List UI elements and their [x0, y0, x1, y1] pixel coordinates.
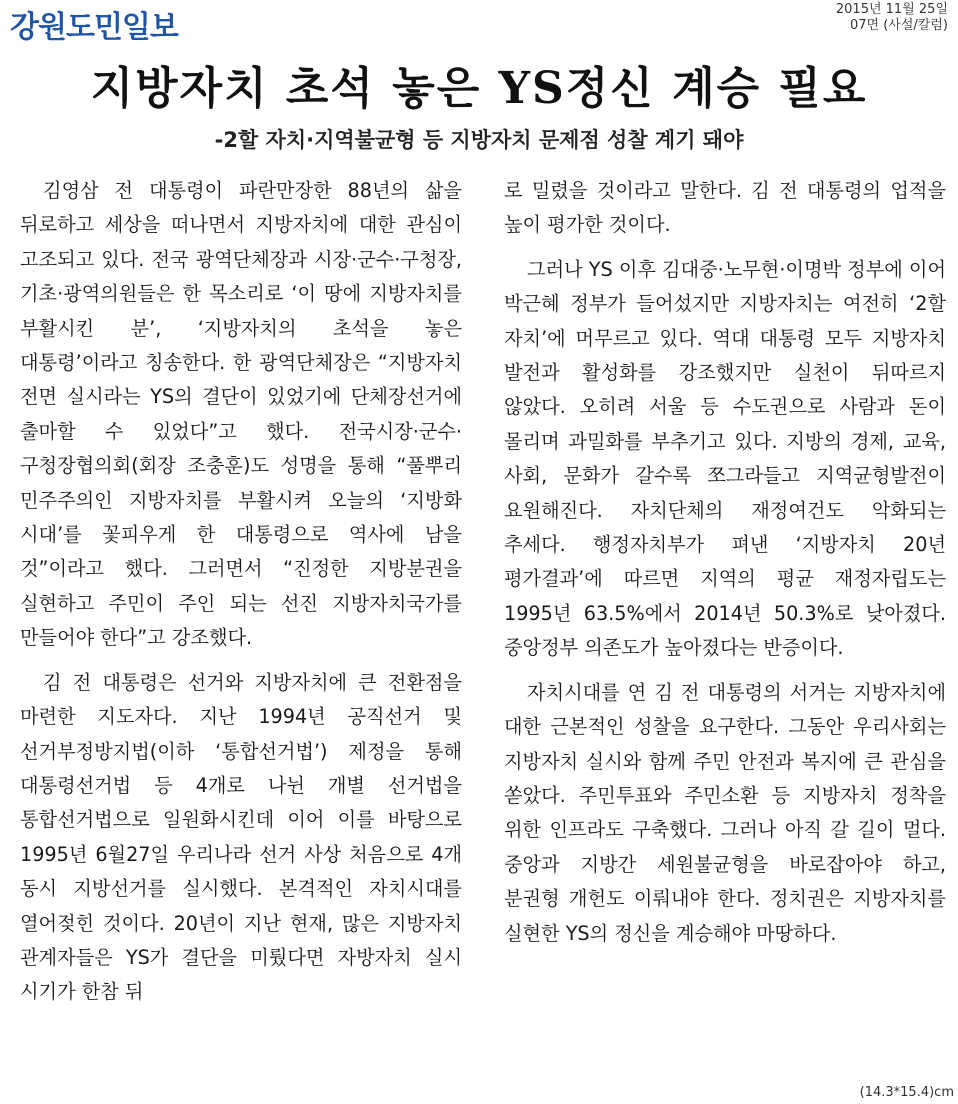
- article-paragraph: 자치시대를 연 김 전 대통령의 서거는 지방자치에 대한 근본적인 성찰을 요구한다. 그동안 우리사회는 지방자치 실시와 함께 주민 안전과 복지에 큰 관심을 쏟았다. 주민투표와 주민소환 등 지방자치 정착을 위한 인프라도 구축했다. 그러나 아직 갈 길이 멀다. 중앙과 지방간 세원불균형을 바로잡아야 하고, 분권형 개헌도 이뤄내야 한다. 정치권은 지방자치를 실현한 YS의 정신을 계승해야 마땅하다.: [504, 680, 946, 945]
- article-paragraph: 김영삼 전 대통령이 파란만장한 88년의 삶을 뒤로하고 세상을 떠나면서 지방자치에 대한 관심이 고조되고 있다. 전국 광역단체장과 시장·군수·구청장, 기초·광역의원들은 한 목소리로 ‘이 땅에 지방자치를 부활시킨 분’, ‘지방자치의 초석을 놓은 대통령’이라고 칭송한다. 한 광역단체장은 “지방자치 전면 실시라는 YS의 결단이 있었기에 단체장선거에 출마할 수 있었다”고 했다. 전국시장·군수·구청장협의회(회장 조충훈)도 성명을 통해 “풀뿌리 민주주의인 지방자치를 부활시켜 오늘의 ‘지방화 시대’를 꽃피우게 한 대통령으로 역사에 남을 것”이라고 했다. 그러면서 “진정한 지방분권을 실현하고 주민이 주인 되는 선진 지방자치국가를 만들어야 한다”고 강조했다.: [20, 179, 462, 650]
- article-column-right: [504, 174, 946, 951]
- article-paragraph: 김 전 대통령은 선거와 지방자치에 큰 전환점을 마련한 지도자다. 지난 1994년 공직선거 및 선거부정방지법(이하 ‘통합선거법’) 제정을 통해 대통령선거법 등 4개로 나뉜 개별 선거법을 통합선거법으로 일원화시킨데 이어 이를 바탕으로 1995년 6월27일 우리나라 선거 사상 처음으로 4개 동시 지방선거를 실시했다. 본격적인 자치시대를 열어젖힌 것이다. 20년이 지난 현재, 많은 지방자치 관계자들은 YS가 결단을 미뤘다면 자방자치 실시 시기가 한참 뒤: [20, 670, 462, 1004]
- publication-meta: [836, 2, 948, 34]
- article-size-note: (14.3*15.4)cm: [859, 1085, 954, 1100]
- page-section: 07면 (사설/칼럼): [850, 18, 948, 33]
- publication-date: 2015년 11월 25일: [835, 2, 948, 17]
- article-paragraph-continued: 로 밀렸을 것이라고 말한다. 김 전 대통령의 업적을 높이 평가한 것이다.: [504, 179, 946, 237]
- newspaper-masthead: 강원도민일보: [10, 10, 178, 45]
- article-paragraph: 그러나 YS 이후 김대중·노무현·이명박 정부에 이어 박근혜 정부가 들어섰지만 지방자치는 여전히 ‘2할 자치’에 머무르고 있다. 역대 대통령 모두 지방자치 발전과 활성화를 강조했지만 실천이 뒤따르지 않았다. 오히려 서울 등 수도권으로 사람과 돈이 몰리며 과밀화를 부추기고 있다. 지방의 경제, 교육, 사회, 문화가 갈수록 쪼그라들고 지역균형발전이 요원해진다. 자치단체의 재정여건도 악화되는 추세다. 행정자치부가 펴낸 ‘지방자치 20년 평가결과’에 따르면 지역의 평균 재정자립도는 1995년 63.5%에서 2014년 50.3%로 낮아졌다. 중앙정부 의존도가 높아졌다는 반증이다.: [504, 257, 946, 660]
- article-column-left: [20, 174, 462, 1010]
- article-headline: 지방자치 초석 놓은 YS정신 계승 필요: [90, 63, 868, 114]
- article-subhead: -2할 자치·지역불균형 등 지방자치 문제점 성찰 계기 돼야: [214, 128, 744, 152]
